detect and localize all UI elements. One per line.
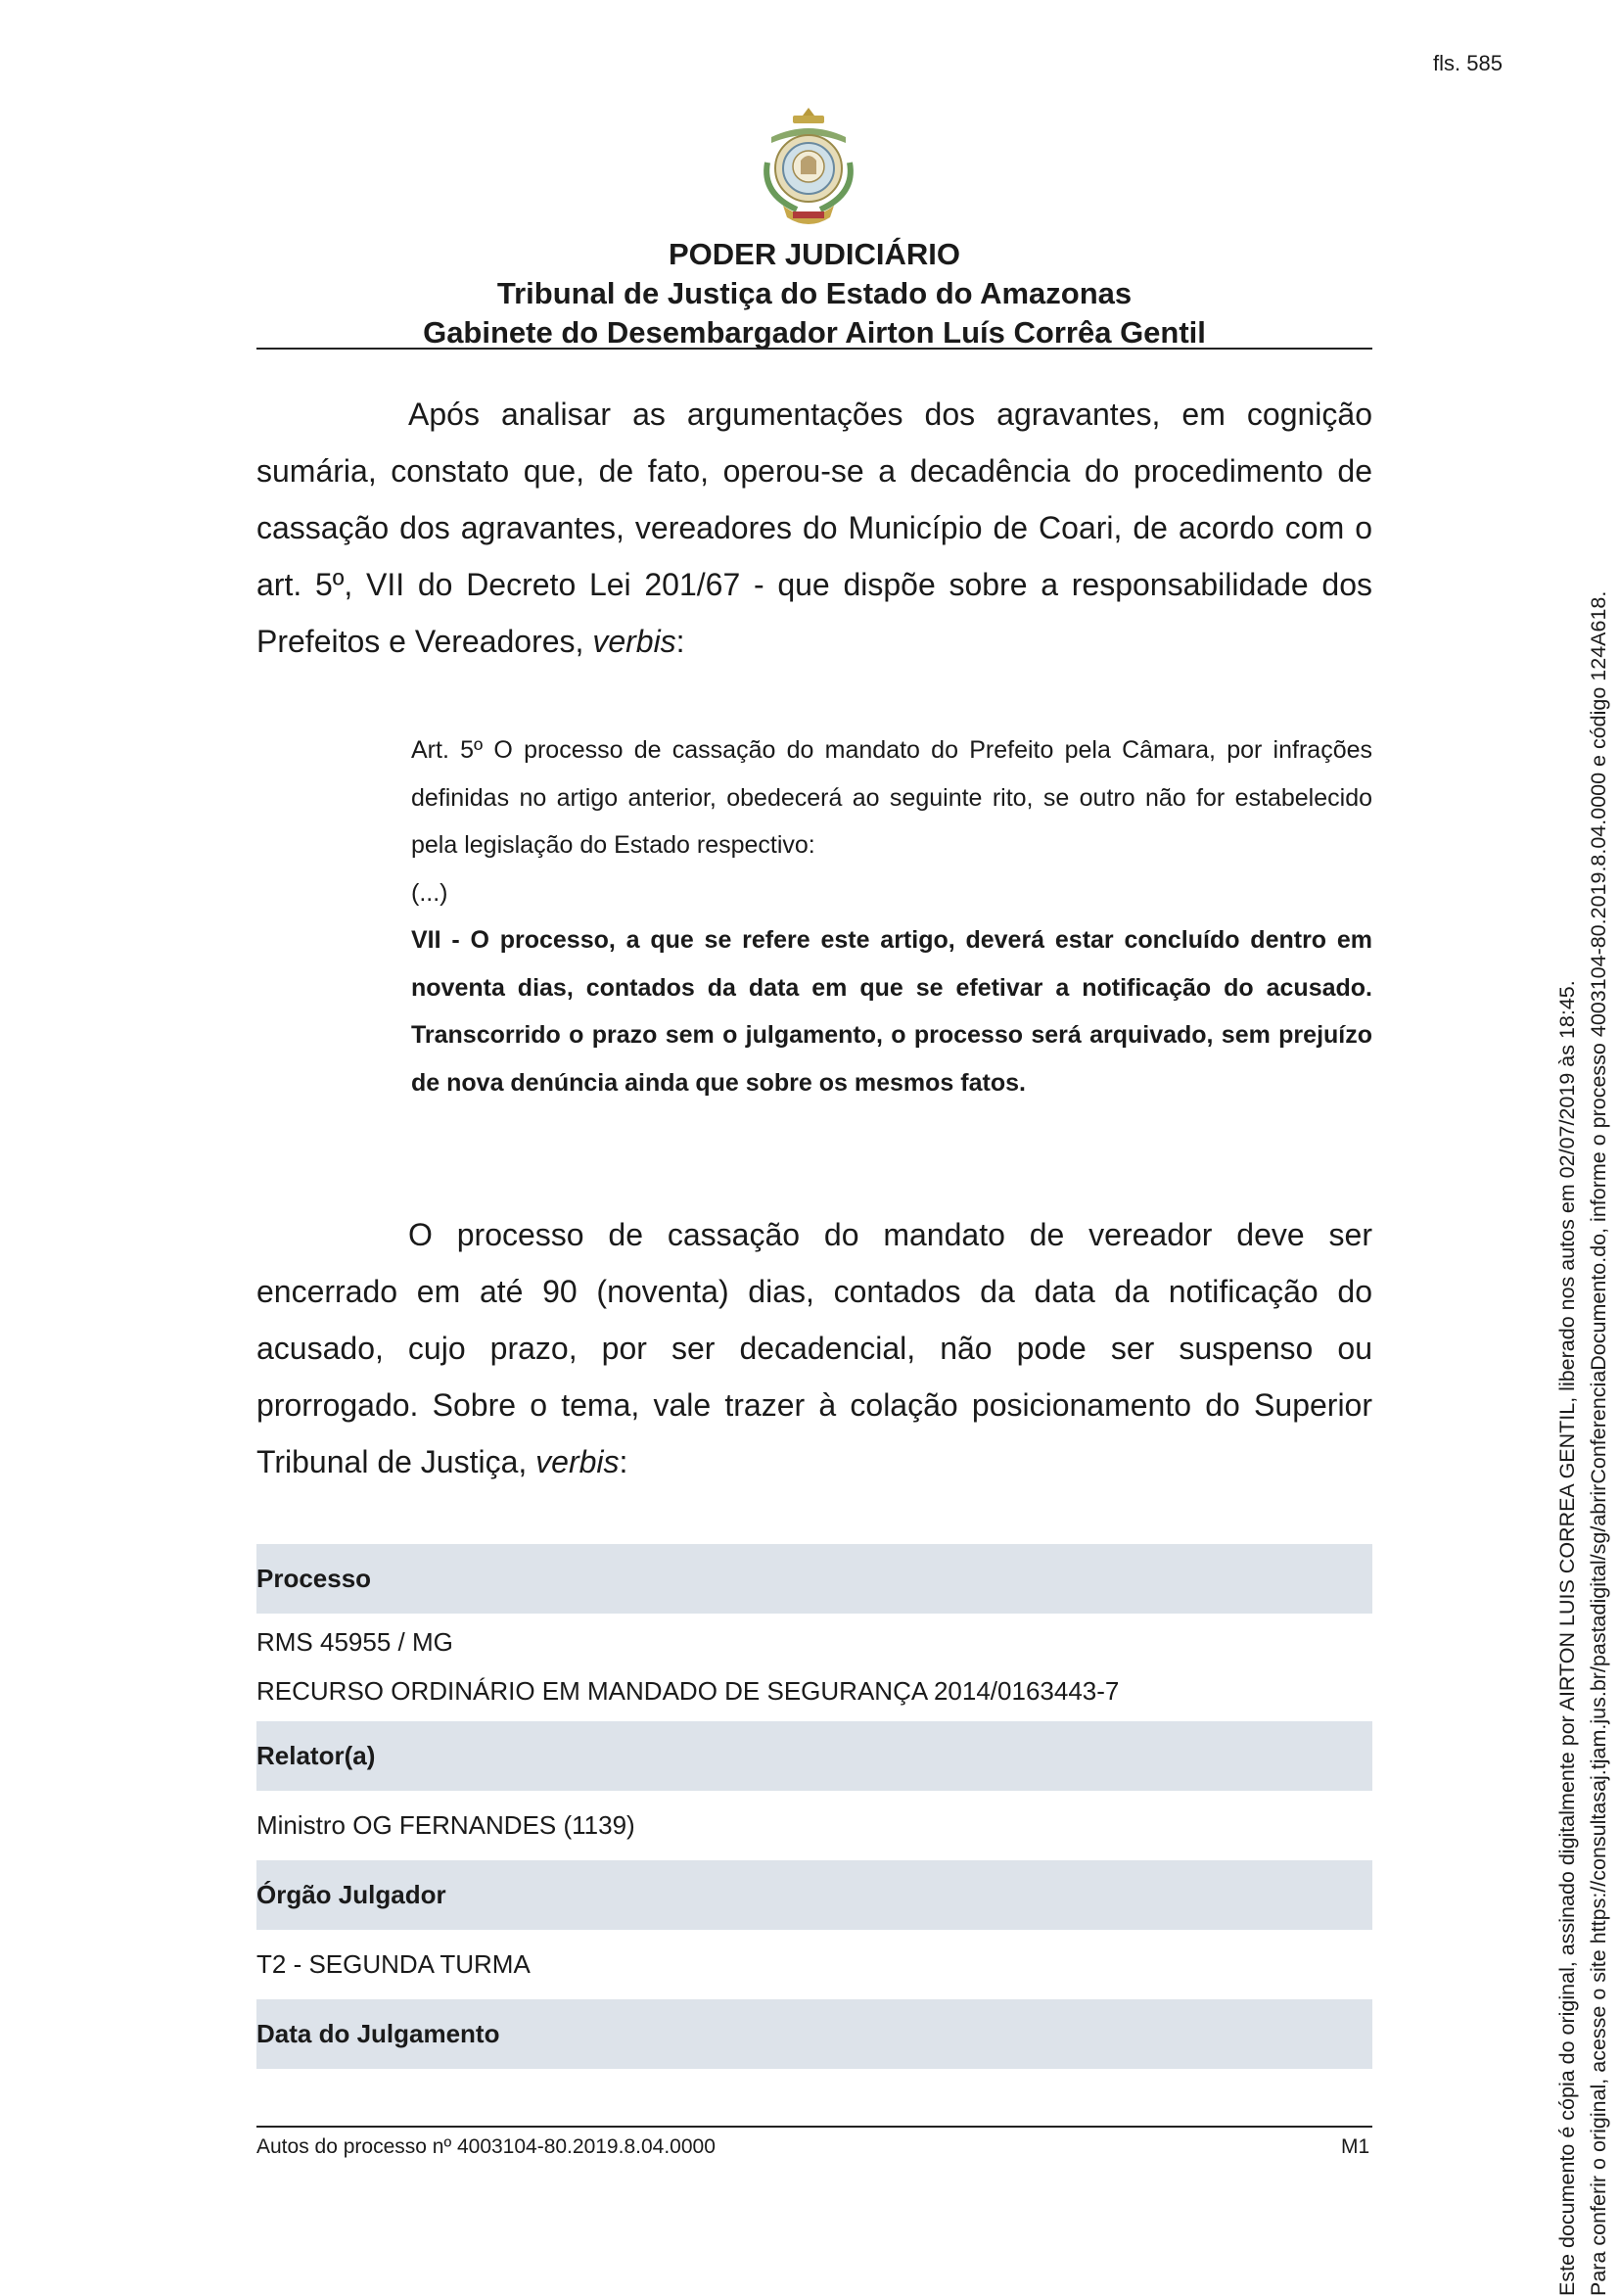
processo-label: Processo (256, 1544, 1372, 1614)
footer-case-number: Autos do processo nº 4003104-80.2019.8.04.0000 (256, 2135, 716, 2158)
processo-line-2: RECURSO ORDINÁRIO EM MANDADO DE SEGURANÇA 2014/0163443-7 (256, 1676, 1120, 1706)
legal-quote (411, 726, 1372, 1106)
header-divider (256, 348, 1372, 350)
paragraph-2 (256, 1206, 1372, 1490)
footer-code: M1 (1341, 2135, 1370, 2158)
digital-signature-note (1551, 289, 1614, 2296)
signature-note-line-2: Para conferir o original, acesse o site https://consultasaj.tjam.jus.br/pastadigital/sg/abrirConferenciaDocumento.do, informe o processo 4003104-80.2019.8.04.0000 e código 124A618. (1587, 590, 1610, 2296)
relator-label: Relator(a) (256, 1721, 1372, 1791)
relator-value: Ministro OG FERNANDES (1139) (256, 1810, 635, 1840)
quote-inciso: VII - O processo, a que se refere este artigo, deverá estar concluído dentro em noventa dias, contados da data em que se efetivar a notificação do acusado. Transcorrido o prazo sem o julgamento, o processo será arquivado, sem prejuízo de nova denúncia ainda que sobre os mesmos fatos. (411, 926, 1372, 1097)
signature-note-line-1: Este documento é cópia do original, assinado digitalmente por AIRTON LUIS CORREA GENTIL, liberado nos autos em 02/07/2019 às 18:45. (1555, 980, 1579, 2296)
document-header (256, 235, 1372, 352)
coat-of-arms-seal (758, 104, 859, 233)
quote-article: Art. 5º O processo de cassação do mandato do Prefeito pela Câmara, por infrações definidas no artigo anterior, obedecerá ao seguinte rito, se outro não for estabelecido pela legislação do Estado respectivo: (411, 736, 1372, 859)
header-line-3: Gabinete do Desembargador Airton Luís Corrêa Gentil (423, 315, 1206, 350)
header-line-2: Tribunal de Justiça do Estado do Amazonas (496, 276, 1133, 310)
paragraph-2-text: O processo de cassação do mandato de vereador deve ser encerrado em até 90 (noventa) dias, contados da data da notificação do acusado, cujo prazo, por ser decadencial, não pode ser suspenso ou prorrogado. Sobre o tema, vale trazer à colação posicionamento do Superior Tribunal de Justiça, (256, 1217, 1372, 1479)
paragraph-2-end: : (619, 1444, 628, 1479)
orgao-value: T2 - SEGUNDA TURMA (256, 1949, 531, 1979)
footer-divider (256, 2126, 1372, 2128)
orgao-label: Órgão Julgador (256, 1860, 1372, 1930)
paragraph-1-text: Após analisar as argumentações dos agravantes, em cognição sumária, constato que, de fato, operou-se a decadência do procedimento de cassação dos agravantes, vereadores do Município de Coari, de acordo com o art. 5º, VII do Decreto Lei 201/67 - que dispõe sobre a responsabilidade dos Prefeitos e Vereadores, (256, 397, 1372, 659)
jurisprudence-table (256, 1544, 1372, 2069)
header-line-1: PODER JUDICIÁRIO (669, 237, 960, 271)
paragraph-1-italic: verbis (592, 624, 676, 659)
paragraph-1-end: : (675, 624, 685, 659)
quote-ellipsis: (...) (411, 878, 448, 907)
processo-value (256, 1614, 1372, 1721)
processo-line-1: RMS 45955 / MG (256, 1627, 453, 1657)
paragraph-1 (256, 386, 1372, 670)
page-number: fls. 585 (1433, 51, 1503, 75)
data-julgamento-label: Data do Julgamento (256, 1999, 1372, 2069)
paragraph-2-italic: verbis (535, 1444, 620, 1479)
